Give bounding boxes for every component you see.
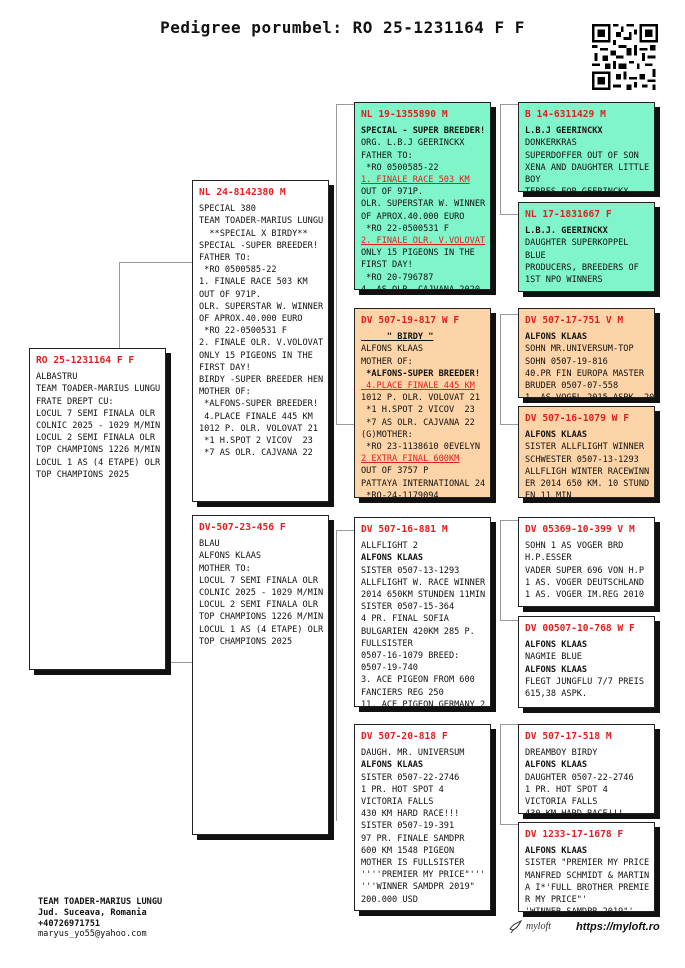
info-line: OUT OF 3757 P	[361, 466, 429, 477]
ring-number: DV 507-16-881 M	[361, 524, 448, 535]
info-line: *ALFONS-SUPER BREEDER!	[199, 399, 318, 410]
info-line: TOP CHAMPIONS 2025	[199, 636, 293, 647]
info-line: 2. FINALE OLR. V.VOLOVAT	[199, 338, 324, 349]
ring-number: NL 17-1831667 F	[525, 209, 612, 220]
info-line: LOCUL 7 SEMI FINALA OLR	[199, 575, 318, 586]
info-line: FLEGT JUNGFLU 7/7 PREIS	[525, 676, 644, 687]
info-line: VICTORIA FALLS	[361, 797, 434, 808]
info-line: BLUE	[525, 250, 546, 261]
breeder-phone: +40726971751	[38, 918, 101, 929]
info-line: *RO 22-0500531 F	[199, 326, 287, 337]
connector	[336, 104, 337, 424]
info-line: LOCUL 7 SEMI FINALA OLR	[36, 408, 155, 419]
ring-number: DV 507-17-751 V M	[525, 315, 624, 326]
info-line: 3. ACE PIGEON FROM 600	[361, 675, 475, 686]
info-line: TOP CHAMPIONS 1226 M/MIN	[36, 445, 161, 456]
ring-number: DV 507-19-817 W F	[361, 315, 460, 326]
pedigree-box-sss[interactable]	[518, 102, 655, 198]
connector	[500, 724, 501, 824]
info-line: FULLSISTER	[361, 638, 413, 649]
info-line: OLR. SUPERSTAR W. WINNER	[199, 301, 324, 312]
info-line: VADER SUPER 696 VON H.P	[525, 565, 644, 576]
info-line: ALFONS KLAAS	[525, 430, 588, 441]
info-line: FIRST DAY!	[361, 260, 413, 271]
info-line: PATTAYA INTERNATIONAL 24	[361, 478, 486, 489]
info-line: FRATE DREPT CU:	[36, 396, 114, 407]
pedigree-box-dam-dam[interactable]	[354, 724, 496, 911]
connector	[119, 262, 193, 263]
info-line: *ALFONS-SUPER BREEDER!	[361, 368, 480, 379]
info-line: 1 AS. VOGER IM.REG 2010	[525, 590, 644, 601]
connector	[500, 520, 518, 521]
connector	[500, 104, 501, 214]
info-line: DAUGHTER 0507-22-2746	[525, 772, 634, 783]
info-line: ALFONS KLAAS	[361, 553, 424, 564]
pedigree-box-dss[interactable]	[518, 517, 655, 607]
info-line: ONLY 15 PIGEONS IN THE	[199, 350, 313, 361]
info-line: TERRES FOR GEERINCKX	[525, 187, 629, 198]
info-line: SISTER 0507-22-2746	[361, 772, 460, 783]
info-line: '''WINNER SAMDPR 2019"	[361, 882, 475, 893]
breeder-location: Jud. Suceava, Romania	[38, 907, 147, 918]
ring-number: DV 507-20-818 F	[361, 731, 448, 742]
info-line: 1012 P. OLR. VOLOVAT 21	[199, 423, 318, 434]
info-line: ALFONS KLAAS	[199, 551, 262, 562]
info-line: SOHN 0507-19-816	[525, 356, 608, 367]
ring-number: RO 25-1231164 F F	[36, 355, 135, 366]
info-line: DAUGHTER SUPERKOPPEL	[525, 238, 629, 249]
pedigree-box-dds[interactable]	[518, 724, 655, 820]
info-line: BLAU	[199, 539, 220, 550]
info-line: 4. AS OLR. CAJVANA 2020	[361, 284, 480, 295]
info-line: *RO 22-0500531 F	[361, 223, 449, 234]
info-line: SISTER 0507-19-391	[361, 821, 455, 832]
info-line: LOCUL 2 SEMI FINALA OLR	[36, 433, 155, 444]
connector	[500, 620, 518, 621]
info-line: OF APROX.40.000 EURO	[199, 314, 303, 325]
info-line: 'WINNER SAMDPR 2019"'	[525, 907, 634, 918]
ring-number: DV 05369-10-399 V M	[525, 524, 635, 535]
info-line: FATHER TO:	[199, 253, 251, 264]
info-line: 2 EXTRA FINAL 600KM	[361, 454, 460, 465]
info-line: *7 AS OLR. CAJVANA 22	[199, 448, 313, 459]
info-line: ALLFLIGHT 2	[361, 541, 418, 552]
info-line: ALFONS KLAAS	[525, 760, 588, 771]
info-line: 4.PLACE FINALE 445 KM	[199, 411, 313, 422]
info-line: 4.PLACE FINALE 445 KM	[361, 381, 475, 392]
connector	[500, 104, 518, 105]
info-line: 430 KM HARD RACE!!!	[361, 809, 460, 820]
pedigree-box-sds[interactable]	[518, 308, 655, 404]
info-line: FANCIERS REG 250	[361, 687, 444, 698]
ring-number: B 14-6311429 M	[525, 109, 606, 120]
info-line: SOHN 1 AS VOGER BRD	[525, 541, 624, 552]
pedigree-box-subject[interactable]	[29, 348, 166, 670]
info-line: *RO 20-796787	[361, 272, 434, 283]
pedigree-box-sire-dam[interactable]	[354, 308, 491, 501]
ring-number: DV 507-17-518 M	[525, 731, 612, 742]
connector	[336, 530, 354, 531]
info-line: FIRST DAY!	[199, 362, 251, 373]
info-line: SCHWESTER 0507-13-1293	[525, 454, 639, 465]
info-line: MOTHER IS FULLSISTER	[361, 858, 465, 869]
info-line: 2. FINALE OLR. V.VOLOVAT	[361, 236, 486, 247]
info-line: ALLFLIGH WINTER RACEWINN	[525, 466, 650, 477]
info-line: ''''PREMIER MY PRICE"''' '	[361, 870, 496, 881]
info-line: ALFONS KLAAS	[525, 846, 588, 857]
info-line: 40.PR FIN EUROPA MASTER	[525, 368, 644, 379]
pedigree-box-sdd[interactable]	[518, 406, 655, 502]
info-line: R MY PRICE"'	[525, 895, 588, 906]
info-line: TOP CHAMPIONS 2025	[36, 469, 130, 480]
info-line: 4 PR. FINAL SOFIA	[361, 614, 449, 625]
info-line: SUPERDOFFER OUT OF SON	[525, 150, 639, 161]
info-line: 1. FINALE RACE 503 KM	[361, 175, 470, 186]
connector	[500, 214, 518, 215]
info-line: NAGMIE BLUE	[525, 652, 582, 663]
breeder-contact	[38, 897, 162, 940]
info-line: SPECIAL - SUPER BREEDER!	[361, 126, 486, 137]
info-line: *7 AS OLR. CAJVANA 22	[361, 417, 475, 428]
info-line: TOP CHAMPIONS 1226 M/MIN	[199, 612, 324, 623]
pigeon-logo-icon	[508, 918, 524, 934]
info-line: 615,38 ASPK.	[525, 689, 588, 700]
ring-number: NL 19-1355890 M	[361, 109, 448, 120]
info-line: A I*'FULL BROTHER PREMIE	[525, 882, 650, 893]
connector	[500, 824, 518, 825]
info-line: ALBASTRU	[36, 372, 78, 383]
ring-number: NL 24-8142380 M	[199, 187, 286, 198]
connector	[500, 724, 518, 725]
info-line: 1 PR. HOT SPOT 4	[361, 784, 444, 795]
info-line: H.P.ESSER	[525, 553, 572, 564]
info-line: LOCUL 1 AS (4 ETAPE) OLR	[199, 624, 324, 635]
info-line: 200.000 USD	[361, 894, 418, 905]
info-line: ALFONS KLAAS	[525, 664, 588, 675]
info-line: 1. FINALE RACE 503 KM	[199, 277, 308, 288]
pedigree-box-ddd[interactable]	[518, 822, 655, 918]
info-line: ALLFLIGHT W. RACE WINNER	[361, 577, 486, 588]
info-line: LOCUL 2 SEMI FINALA OLR	[199, 600, 318, 611]
info-line: 97 PR. FINALE SAMDPR	[361, 833, 465, 844]
info-line: SISTER "PREMIER MY PRICE	[525, 858, 650, 869]
info-line: " BIRDY "	[361, 332, 434, 343]
info-line: LOCUL 1 AS (4 ETAPE) OLR	[36, 457, 161, 468]
info-line: VICTORIA FALLS	[525, 797, 598, 808]
info-line: TEAM TOADER-MARIUS LUNGU	[199, 216, 324, 227]
info-line: *1 H.SPOT 2 VICOV 23	[199, 436, 313, 447]
info-line: SISTER 0507-15-364	[361, 602, 455, 613]
info-line: BULGARIEN 420KM 285 P.	[361, 626, 475, 637]
info-line: 0507-19-740	[361, 663, 418, 674]
connector	[500, 520, 501, 620]
info-line: L.B.J. GEERINCKX	[525, 226, 608, 237]
ring-number: DV 1233-17-1678 F	[525, 829, 624, 840]
pedigree-box-dam[interactable]	[192, 515, 329, 835]
ring-number: DV 507-16-1079 W F	[525, 413, 629, 424]
connector	[500, 424, 518, 425]
pedigree-box-ssd[interactable]	[518, 202, 655, 292]
connector	[336, 530, 337, 820]
connector	[500, 314, 518, 315]
info-line: SISTER ALLFLIGHT WINNER	[525, 442, 644, 453]
info-line: DONKERKRAS	[525, 138, 577, 149]
connector	[336, 104, 354, 105]
info-line: SPECIAL 380	[199, 204, 256, 215]
info-line: BOY	[525, 175, 541, 186]
info-line: 0507-16-1079 BREED:	[361, 651, 460, 662]
breeder-email: maryus_yo55@yahoo.com	[38, 929, 147, 940]
info-line: *RO-24-1179094	[361, 490, 439, 501]
info-line: BIRDY -SUPER BREEDER HEN	[199, 375, 324, 386]
info-line: ER 2014 650 KM. 10 STUND	[525, 479, 650, 490]
info-line: MANFRED SCHMIDT & MARTIN	[525, 870, 650, 881]
info-line: TEAM TOADER-MARIUS LUNGU	[36, 384, 161, 395]
info-line: MOTHER TO:	[199, 563, 251, 574]
info-line: *1 H.SPOT 2 VICOV 23	[361, 405, 475, 416]
info-line: SPECIAL -SUPER BREEDER!	[199, 240, 318, 251]
info-line: ALFONS KLAAS	[361, 344, 424, 355]
brand-logo-text: myloft	[526, 921, 551, 932]
info-line: ONLY 15 PIGEONS IN THE	[361, 248, 475, 259]
info-line: DREAMBOY BIRDY	[525, 748, 598, 759]
info-line: SOHN MR.UNIVERSUM-TOP	[525, 344, 634, 355]
info-line: ALFONS KLAAS	[525, 640, 588, 651]
connector	[336, 820, 337, 821]
info-line: ORG. L.B.J GEERINCKX	[361, 138, 465, 149]
info-line: ALFONS KLAAS	[525, 332, 588, 343]
info-line: OUT OF 971P.	[199, 289, 262, 300]
info-line: SISTER 0507-13-1293	[361, 565, 460, 576]
info-line: 1ST NPO WINNERS	[525, 275, 603, 286]
info-line: DAUGH. MR. UNIVERSUM	[361, 748, 465, 759]
info-line: OLR. SUPERSTAR W. WINNER	[361, 199, 486, 210]
pedigree-box-sire[interactable]	[192, 180, 329, 502]
ring-number: DV-507-23-456 F	[199, 522, 286, 533]
info-line: MOTHER OF:	[361, 356, 413, 367]
info-line: 1 AS. VOGER DEUTSCHLAND	[525, 577, 644, 588]
info-line: ALFONS KLAAS	[361, 760, 424, 771]
info-line: BRUDER 0507-07-558	[525, 381, 619, 392]
info-line: 600 KM 1548 PIGEON	[361, 845, 455, 856]
pedigree-box-sire-sire[interactable]	[354, 102, 491, 295]
info-line: *RO 0500585-22	[199, 265, 277, 276]
page-title: Pedigree porumbel: RO 25-1231164 F F	[160, 18, 525, 37]
info-line: (G)MOTHER:	[361, 429, 413, 440]
info-line: 1012 P. OLR. VOLOVAT 21	[361, 393, 480, 404]
info-line: *RO 23-1138610 0EVELYN	[361, 442, 480, 453]
info-line: 2014 650KM STUNDEN 11MIN	[361, 590, 486, 601]
connector	[336, 424, 354, 425]
info-line: XENA AND DAUGHTER LITTLE	[525, 162, 650, 173]
info-line: OUT OF 971P.	[361, 187, 424, 198]
info-line: FATHER TO:	[361, 150, 413, 161]
info-line: PRODUCERS, BREEDERS OF	[525, 262, 639, 273]
website-link[interactable]: https://myloft.ro	[576, 921, 660, 933]
connector	[500, 314, 501, 424]
breeder-name: TEAM TOADER-MARIUS LUNGU	[38, 897, 163, 907]
info-line: COLNIC 2025 - 1029 M/MIN	[36, 421, 161, 432]
info-line: *RO 0500585-22	[361, 162, 439, 173]
pedigree-box-dam-sire[interactable]	[354, 517, 491, 710]
info-line: L.B.J GEERINCKX	[525, 126, 603, 137]
info-line: MOTHER OF:	[199, 387, 251, 398]
info-line: OF APROX.40.000 EURO	[361, 211, 465, 222]
ring-number: DV 00507-10-768 W F	[525, 623, 635, 634]
info-line: **SPECIAL X BIRDY**	[199, 228, 308, 239]
info-line: 430 KM HARD RACE!!!	[525, 809, 624, 820]
info-line: 1. AS VOGEL 2015 ASPK. 20	[525, 393, 655, 404]
qr-code	[592, 24, 658, 90]
pedigree-box-dsd[interactable]	[518, 616, 655, 708]
info-line: 11. ACE PIGEON GERMANY 2	[361, 699, 486, 710]
info-line: EN 11 MIN	[525, 491, 572, 502]
info-line: 1 PR. HOT SPOT 4	[525, 784, 608, 795]
info-line: COLNIC 2025 - 1029 M/MIN	[199, 588, 324, 599]
